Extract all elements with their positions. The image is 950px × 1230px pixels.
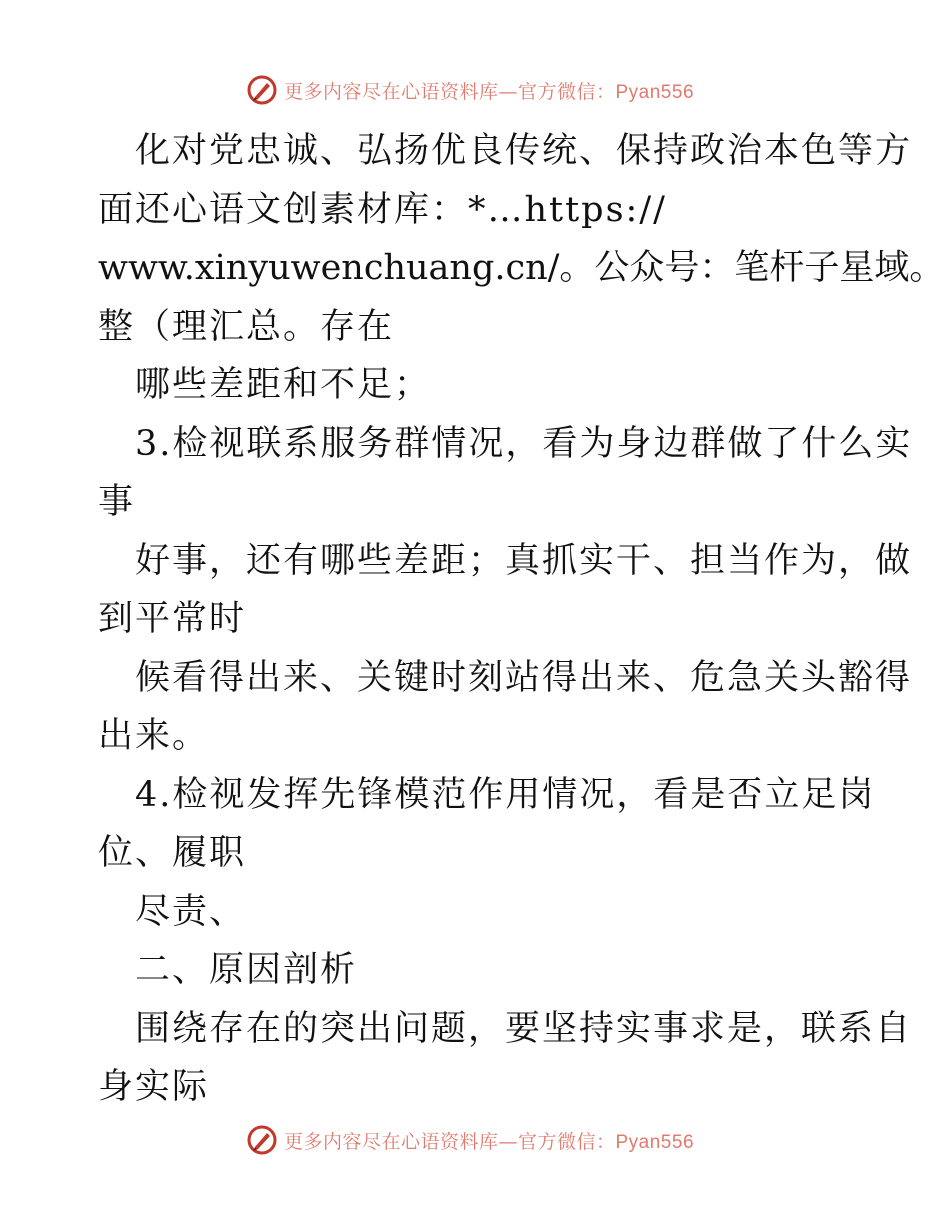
pen-logo-icon — [246, 1124, 278, 1156]
header-banner-text: 更多内容尽在心语资料库—官方微信：Pyan556 — [283, 80, 695, 103]
body-line: 候看得出来、关键时刻站得出来、危急关头豁得 — [135, 657, 913, 698]
header-banner — [0, 70, 950, 110]
body-line: 4.检视发挥先锋模范作用情况，看是否立足岗 — [135, 774, 876, 815]
body-line: 化对党忠诚、弘扬优良传统、保持政治本色等方 — [135, 131, 913, 171]
body-line: 3.检视联系服务群情况，看为身边群做了什么实 — [135, 423, 913, 464]
footer-wechat-id: Pyan556 — [615, 1131, 695, 1153]
body-line: 好事，还有哪些差距；真抓实干、担当作为，做 — [135, 540, 913, 581]
body-line: 位、履职 — [98, 833, 247, 873]
body-line: 到平常时 — [98, 599, 247, 639]
body-line: 整（理汇总。存在 — [98, 306, 395, 347]
body-line: 围绕存在的突出问题，要坚持实事求是，联系自 — [135, 1008, 913, 1049]
footer-banner — [0, 1120, 950, 1160]
header-banner-inner — [246, 74, 694, 106]
body-line: 身实际 — [98, 1067, 210, 1107]
header-wechat-id: Pyan556 — [615, 81, 695, 103]
document-body — [98, 122, 945, 1117]
footer-banner-inner — [246, 1124, 694, 1156]
pen-logo-icon — [246, 74, 278, 106]
body-line: 出来。 — [98, 716, 210, 756]
body-line: 哪些差距和不足； — [135, 365, 432, 405]
section-heading: 二、原因剖析 — [135, 950, 358, 990]
body-line: 面还心语文创素材库：*…https:// — [98, 189, 667, 230]
body-line: www.xinyuwenchuang.cn/。公众号：笔杆子星域。 — [98, 248, 945, 288]
body-line: 尽责、 — [135, 891, 247, 932]
footer-banner-text: 更多内容尽在心语资料库—官方微信：Pyan556 — [283, 1130, 695, 1153]
body-line: 事 — [98, 482, 136, 522]
